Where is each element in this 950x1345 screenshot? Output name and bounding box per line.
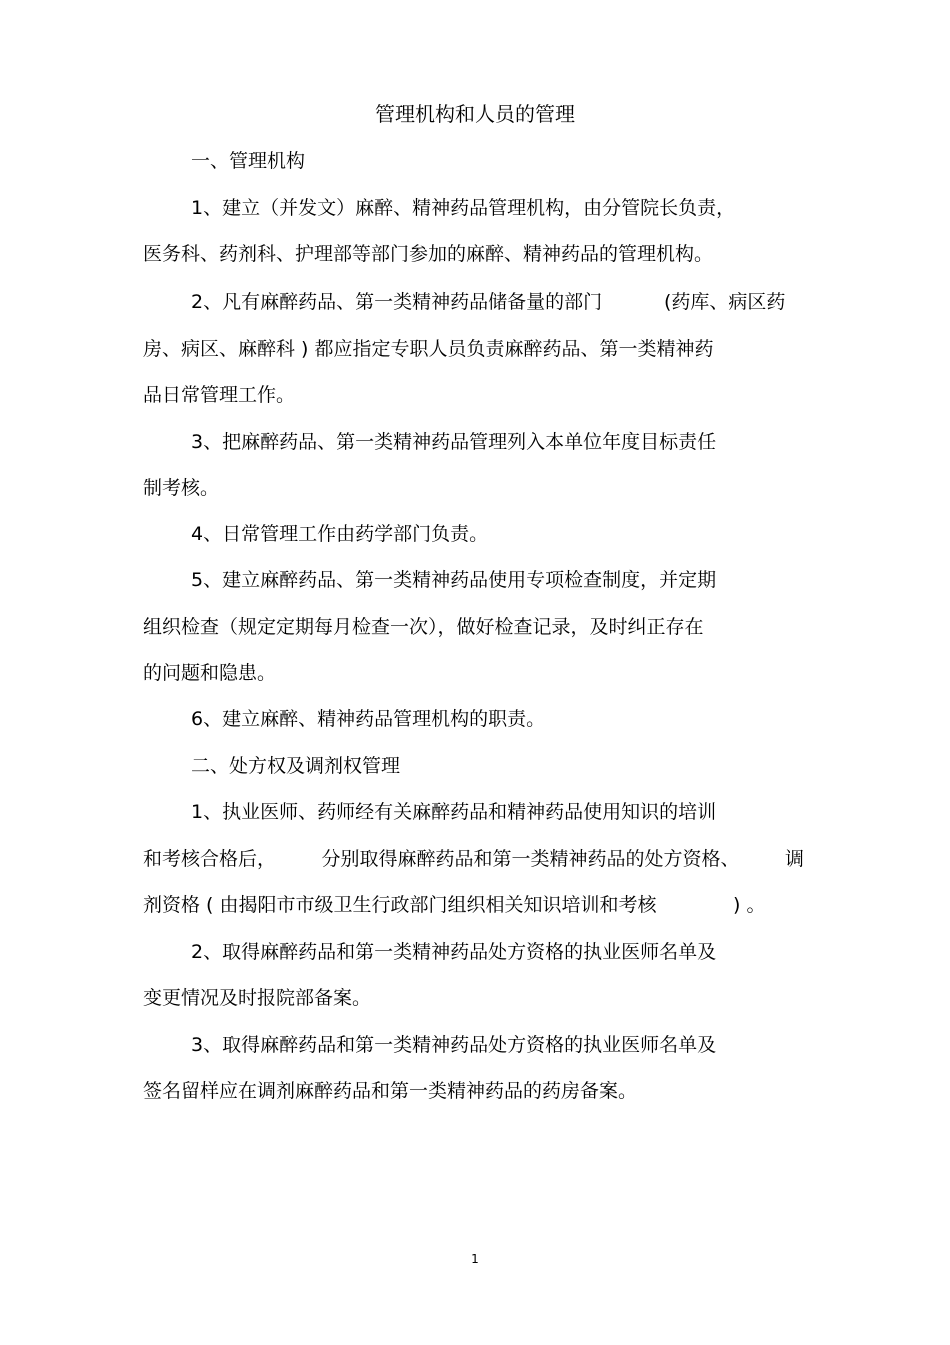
paragraph-line: (药库、病区药	[664, 291, 786, 313]
paragraph-line: 品日常管理工作。	[143, 384, 296, 406]
paragraph-line: 1、执业医师、药师经有关麻醉药品和精神药品使用知识的培训	[191, 801, 717, 823]
paragraph-line: 的问题和隐患。	[143, 662, 277, 684]
text-segment: 和考核合格后，	[143, 848, 277, 870]
paragraph-line: 3、取得麻醉药品和第一类精神药品处方资格的执业医师名单及	[191, 1034, 717, 1056]
paragraph-line: 制考核。	[143, 477, 220, 499]
section-heading-prescription-rights: 二、处方权及调剂权管理	[191, 755, 401, 777]
paragraph-line: 1、建立（并发文）麻醉、精神药品管理机构，由分管院长负责，	[191, 197, 736, 219]
text-segment: 调	[784, 848, 804, 870]
paragraph-line: ) 。	[733, 894, 766, 916]
section-heading-management-agency: 一、管理机构	[191, 150, 306, 172]
page-number: 1	[471, 1252, 479, 1266]
paragraph-line: 2、取得麻醉药品和第一类精神药品处方资格的执业医师名单及	[191, 941, 717, 963]
paragraph-line: 医务科、药剂科、护理部等部门参加的麻醉、精神药品的管理机构。	[143, 243, 714, 265]
paragraph-line: 2、凡有麻醉药品、第一类精神药品储备量的部门	[191, 291, 603, 313]
paragraph-line: 变更情况及时报院部备案。	[143, 987, 372, 1009]
text-segment: 分别取得麻醉药品和第一类精神药品的处方资格、	[321, 848, 740, 870]
paragraph-line: 签名留样应在调剂麻醉药品和第一类精神药品的药房备案。	[143, 1080, 638, 1102]
paragraph-line: 6、建立麻醉、精神药品管理机构的职责。	[191, 708, 546, 730]
paragraph-line: 房、病区、麻醉科 ) 都应指定专职人员负责麻醉药品、第一类精神药	[143, 338, 714, 360]
paragraph-line: 剂资格 ( 由揭阳市市级卫生行政部门组织相关知识培训和考核	[143, 894, 657, 916]
paragraph-line: 3、把麻醉药品、第一类精神药品管理列入本单位年度目标责任	[191, 431, 717, 453]
document-title: 管理机构和人员的管理	[375, 102, 575, 126]
paragraph-line	[143, 845, 804, 873]
paragraph-line: 5、建立麻醉药品、第一类精神药品使用专项检查制度，并定期	[191, 569, 717, 591]
paragraph-line: 4、日常管理工作由药学部门负责。	[191, 523, 489, 545]
paragraph-line: 组织检查（规定定期每月检查一次），做好检查记录，及时纠正存在	[143, 616, 704, 638]
